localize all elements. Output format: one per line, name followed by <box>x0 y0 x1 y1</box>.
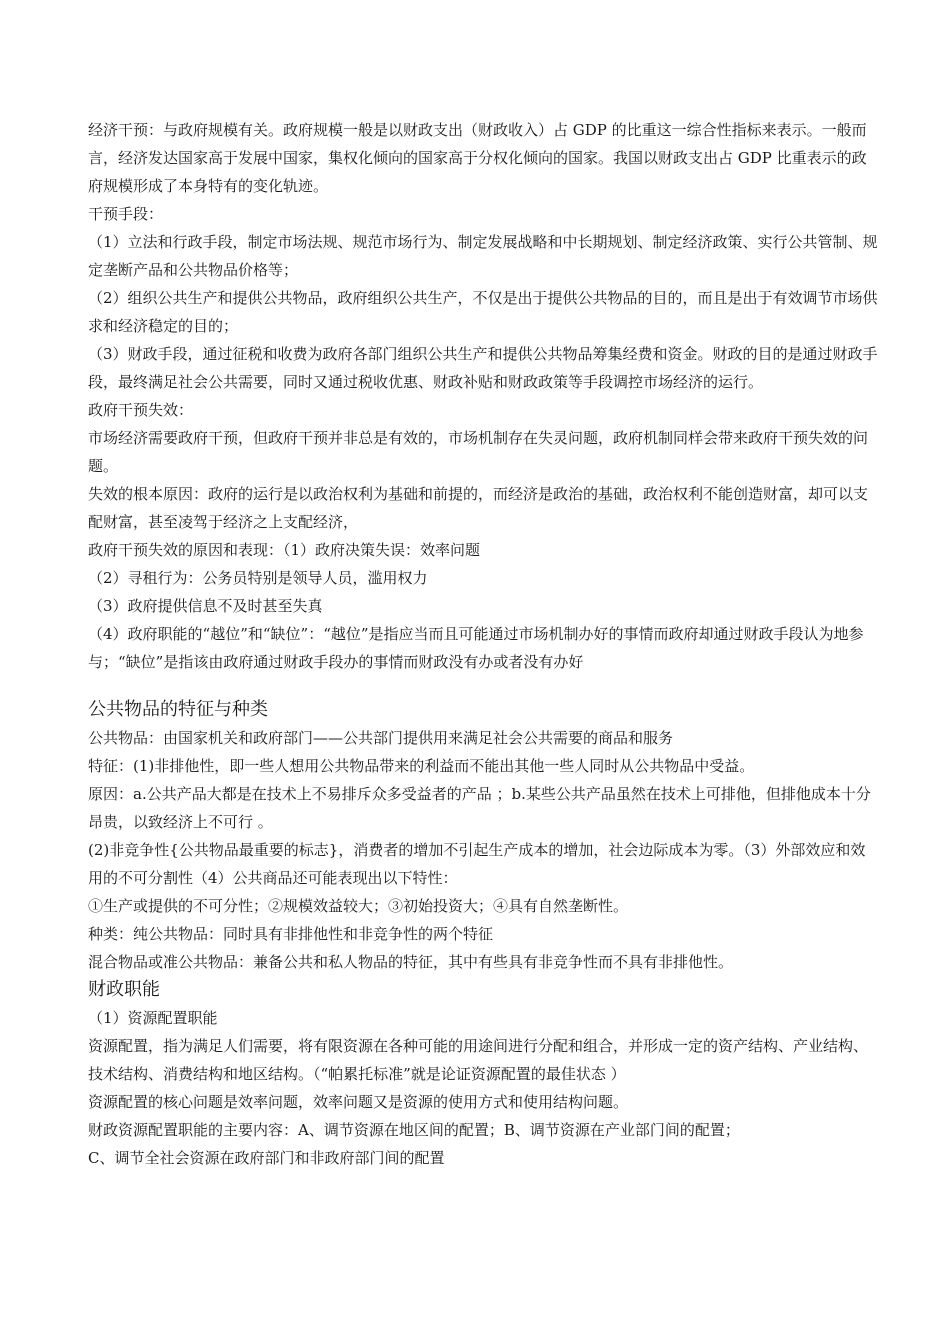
section-heading-fiscal-functions: 财政职能 <box>88 979 160 1000</box>
paragraph-intervention-means-title: 干预手段： <box>88 205 164 223</box>
paragraph-failure-offside: （4）政府职能的“越位”和“缺位”：“越位”是指应当而且可能通过市场机制办好的事情而政府却通过财政手段认为地参与；“缺位”是指该由政府通过财政手段办的事情而财政没有办或者没有办好 <box>88 625 864 671</box>
paragraph-mixed-goods: 混合物品或准公共物品：兼备公共和私人物品的特征，其中有些具有非竞争性而不具有非排他性。 <box>88 953 734 971</box>
paragraph-public-goods-definition: 公共物品：由国家机关和政府部门——公共部门提供用来满足社会公共需要的商品和服务 <box>88 729 674 747</box>
paragraph-failure-title: 政府干预失效： <box>88 401 194 419</box>
section-fiscal-functions <box>88 976 878 1172</box>
paragraph-non-rivalry: (2)非竞争性{公共物品最重要的标志}，消费者的增加不引起生产成本的增加，社会边际成本为零。（3）外部效应和效用的不可分割性（4）公共商品还可能表现出以下特性： <box>88 841 866 887</box>
paragraph-pure-public-goods: 种类：纯公共物品：同时具有非排他性和非竞争性的两个特征 <box>88 925 494 943</box>
paragraph-allocation-contents-c: C、调节全社会资源在政府部门和非政府部门间的配置 <box>88 1149 445 1167</box>
paragraph-failure-root-cause: 失效的根本原因：政府的运行是以政治权利为基础和前提的，而经济是政治的基础，政治权利不能创造财富，却可以支配财富，甚至凌驾于经济之上支配经济， <box>88 485 869 531</box>
paragraph-failure-rent-seeking: （2）寻租行为：公务员特别是领导人员，滥用权力 <box>88 569 428 587</box>
paragraph-allocation-contents: 财政资源配置职能的主要内容：A、调节资源在地区间的配置；B、调节资源在产业部门间的配置； <box>88 1121 740 1139</box>
paragraph-non-excludability: 特征：(1)非排他性，即一些人想用公共物品带来的利益而不能出其他一些人同时从公共物品中受益。 <box>88 757 755 775</box>
paragraph-means-3: （3）财政手段，通过征税和收费为政府各部门组织公共生产和提供公共物品筹集经费和资金。财政的目的是通过财政手段，最终满足社会公共需要，同时又通过税收优惠、财政补贴和财政政策等手段调控市场经济的运行。 <box>88 345 878 391</box>
paragraph-resource-allocation-title: （1）资源配置职能 <box>88 1009 218 1027</box>
section-government-intervention <box>88 116 878 676</box>
paragraph-means-2: （2）组织公共生产和提供公共物品，政府组织公共生产，不仅是出于提供公共物品的目的，而且是出于有效调节市场供求和经济稳定的目的； <box>88 289 878 335</box>
paragraph-means-1: （1）立法和行政手段，制定市场法规、规范市场行为、制定发展战略和中长期规划、制定经济政策、实行公共管制、规定垄断产品和公共物品价格等； <box>88 233 878 279</box>
paragraph-efficiency-problem: 资源配置的核心问题是效率问题，效率问题又是资源的使用方式和使用结构问题。 <box>88 1093 629 1111</box>
document-page <box>88 116 878 1172</box>
paragraph-characteristics-list: ①生产或提供的不可分性；②规模效益较大；③初始投资大；④具有自然垄断性。 <box>88 897 629 915</box>
paragraph-resource-allocation-definition: 资源配置，指为满足人们需要，将有限资源在各种可能的用途间进行分配和组合，并形成一定的资产结构、产业结构、技术结构、消费结构和地区结构。（“帕累托标准”就是论证资源配置的最佳状态 ） <box>88 1037 869 1083</box>
section-spacer <box>88 676 878 696</box>
paragraph-economic-intervention: 经济干预：与政府规模有关。政府规模一般是以财政支出（财政收入）占 GDP 的比重这一综合性指标来表示。一般而言，经济发达国家高于发展中国家，集权化倾向的国家高于分权化倾向的国家。我国以财政支出占 GDP 比重表示的政府规模形成了本身特有的变化轨迹。 <box>88 121 867 195</box>
paragraph-failure-reasons: 政府干预失效的原因和表现：（1）政府决策失误：效率问题 <box>88 541 481 559</box>
section-heading-public-goods: 公共物品的特征与种类 <box>88 699 268 720</box>
section-public-goods <box>88 696 878 976</box>
paragraph-failure-intro: 市场经济需要政府干预，但政府干预并非总是有效的，市场机制存在失灵问题，政府机制同样会带来政府干预失效的问题。 <box>88 429 869 475</box>
paragraph-failure-information: （3）政府提供信息不及时甚至失真 <box>88 597 323 615</box>
paragraph-reasons: 原因：a.公共产品大都是在技术上不易排斥众多受益者的产品 ；b.某些公共产品虽然在技术上可排他，但排他成本十分昂贵，以致经济上不可行 。 <box>88 785 871 831</box>
